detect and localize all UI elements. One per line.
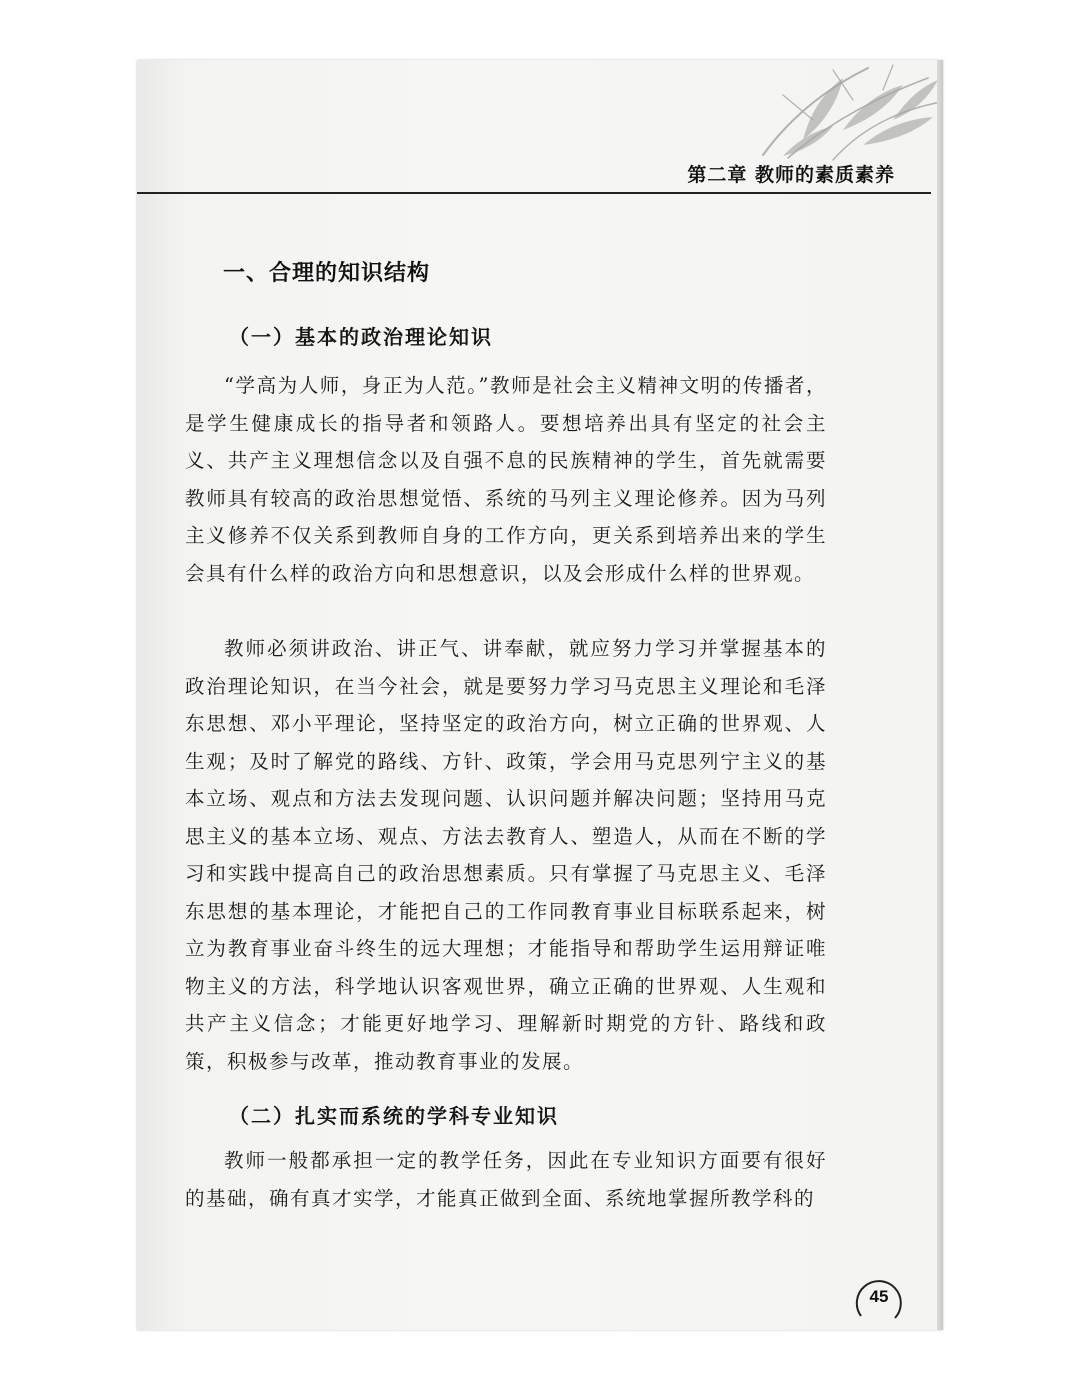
page-number: 45 xyxy=(869,1287,889,1306)
page-edge xyxy=(937,60,943,1330)
book-page xyxy=(137,60,943,1330)
paragraph: 教师必须讲政治、讲正气、讲奉献，就应努力学习并掌握基本的政治理论知识，在当今社会，就是要努力学习马克思主义理论和毛泽东思想、邓小平理论，坚持坚定的政治方向，树立正确的世界观、人生观；及时了解党的路线、方针、政策，学会用马克思列宁主义的基本立场、观点和方法去发现问题、认识问题并解决问题；坚持用马克思主义的基本立场、观点、方法去教育人、塑造人，从而在不断的学习和实践中提高自己的政治思想素质。只有掌握了马克思主义、毛泽东思想的基本理论，才能把自己的工作同教育事业目标联系起来，树立为教育事业奋斗终生的远大理想；才能指导和帮助学生运用辩证唯物主义的方法，科学地认识客观世界，确立正确的世界观、人生观和共产主义信念；才能更好地学习、理解新时期党的方针、路线和政策，积极参与改革，推动教育事业的发展。 xyxy=(185,637,827,1073)
subsection-title: （二）扎实而系统的学科专业知识 xyxy=(229,1104,559,1128)
page-number-badge xyxy=(851,1272,907,1328)
header-rule xyxy=(137,192,931,194)
chapter-title: 第二章 教师的素质素养 xyxy=(687,164,895,186)
section-title: 一、合理的知识结构 xyxy=(223,261,431,286)
bamboo-decoration-icon xyxy=(693,60,943,170)
paragraph: 教师一般都承担一定的教学任务，因此在专业知识方面要有很好的基础，确有真才实学，才能真正做到全面、系统地掌握所教学科的 xyxy=(185,1149,827,1210)
subsection-title: （一）基本的政治理论知识 xyxy=(229,325,493,349)
paragraph: “学高为人师，身正为人范。”教师是社会主义精神文明的传播者，是学生健康成长的指导者和领路人。要想培养出具有坚定的社会主义、共产主义理想信念以及自强不息的民族精神的学生，首先就需要教师具有较高的政治思想觉悟、系统的马列主义理论修养。因为马列主义修养不仅关系到教师自身的工作方向，更关系到培养出来的学生会具有什么样的政治方向和思想意识，以及会形成什么样的世界观。 xyxy=(185,374,827,585)
